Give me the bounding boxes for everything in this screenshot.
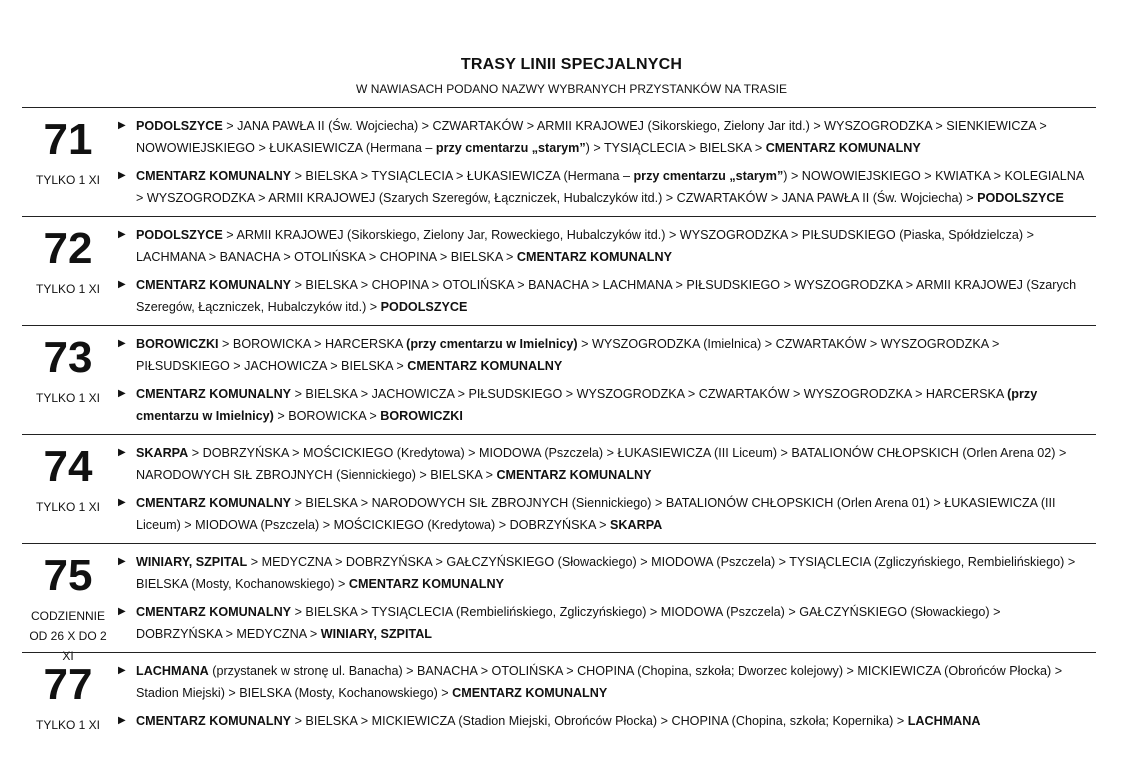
route-71 bbox=[22, 107, 1096, 216]
line-schedule-note bbox=[22, 170, 114, 190]
stop-highlight: CMENTARZ KOMUNALNY bbox=[765, 141, 921, 155]
stop-highlight: CMENTARZ KOMUNALNY bbox=[407, 359, 563, 373]
direction-arrow-icon: ▶ bbox=[118, 170, 126, 181]
stop-text: > BIELSKA > NARODOWYCH SIŁ ZBROJNYCH (Siennickiego) > BATALIONÓW CHŁOPSKICH (Orlen Arena 01) > ŁUKASIEWICZA (III Liceum) > MIODOWA (Pszczela) > MOŚCICKIEGO (Kredytowa) > DOBRZYŃSKA > bbox=[136, 496, 1056, 532]
direction-arrow-icon: ▶ bbox=[118, 447, 126, 458]
stop-text: ) > TYSIĄCLECIA > BIELSKA > bbox=[585, 141, 766, 155]
stop-text: > BIELSKA > TYSIĄCLECIA (Rembielińskiego, Zgliczyńskiego) > MIODOWA (Pszczela) > GAŁCZYŃSKIEGO (Słowackiego) > DOBRZYŃSKA > MEDYCZNA > bbox=[136, 605, 1001, 641]
stop-highlight: BOROWICZKI bbox=[380, 409, 463, 423]
stop-highlight: CMENTARZ KOMUNALNY bbox=[136, 278, 292, 292]
line-schedule-note bbox=[22, 279, 114, 299]
stop-highlight: PODOLSZYCE bbox=[136, 228, 223, 242]
stop-text: > BIELSKA > CHOPINA > OTOLIŃSKA > BANACHA > LACHMANA > PIŁSUDSKIEGO > WYSZOGRODZKA > ARMII KRAJOWEJ (Szarych Szeregów, Łączniczek, Hubalczyków itd.) > bbox=[136, 278, 1077, 314]
direction-arrow-icon: ▶ bbox=[118, 665, 126, 676]
route-direction-return bbox=[118, 601, 1088, 645]
route-direction-outbound bbox=[118, 551, 1088, 595]
route-stops bbox=[118, 710, 1088, 732]
direction-arrow-icon: ▶ bbox=[118, 606, 126, 617]
stop-highlight: LACHMANA bbox=[907, 714, 981, 728]
stop-highlight: WINIARY, SZPITAL bbox=[136, 555, 248, 569]
direction-arrow-icon: ▶ bbox=[118, 715, 126, 726]
direction-arrow-icon: ▶ bbox=[118, 229, 126, 240]
stop-text: > BOROWICKA > bbox=[273, 409, 381, 423]
route-stops bbox=[118, 165, 1088, 209]
line-schedule-note bbox=[22, 497, 114, 517]
line-number: 77 bbox=[43, 660, 93, 709]
route-stops bbox=[118, 224, 1088, 268]
route-74 bbox=[22, 434, 1096, 543]
stop-text: > ARMII KRAJOWEJ (Sikorskiego, Zielony Jar, Roweckiego, Hubalczyków itd.) > WYSZOGRODZKA > PIŁSUDSKIEGO (Piaska, Spółdzielcza) > LACHMANA > BANACHA > OTOLIŃSKA > CHOPINA > BIELSKA > bbox=[136, 228, 1034, 264]
route-stops bbox=[118, 274, 1088, 318]
line-schedule-note-line: TYLKO 1 XI bbox=[35, 391, 101, 405]
route-72 bbox=[22, 216, 1096, 325]
stop-text: > BOROWICKA > HARCERSKA bbox=[218, 337, 407, 351]
route-stops bbox=[118, 551, 1088, 595]
direction-arrow-icon: ▶ bbox=[118, 388, 126, 399]
stop-text: > MEDYCZNA > DOBRZYŃSKA > GAŁCZYŃSKIEGO (Słowackiego) > MIODOWA (Pszczela) > TYSIĄCLECIA (Zgliczyńskiego, Rembielińskiego) > BIELSKA (Mosty, Kochanowskiego) > bbox=[136, 555, 1076, 591]
line-schedule-note-line: OD 26 X DO 2 XI bbox=[29, 629, 107, 663]
route-direction-outbound bbox=[118, 224, 1088, 268]
stop-highlight: CMENTARZ KOMUNALNY bbox=[136, 169, 292, 183]
stop-highlight: SKARPA bbox=[610, 518, 663, 532]
line-schedule-note bbox=[22, 388, 114, 408]
direction-arrow-icon: ▶ bbox=[118, 556, 126, 567]
line-schedule-note bbox=[22, 715, 114, 735]
stop-highlight: WINIARY, SZPITAL bbox=[320, 627, 433, 641]
route-stops bbox=[118, 442, 1088, 486]
route-direction-outbound bbox=[118, 115, 1088, 159]
stop-highlight: (przy cmentarzu w Imielnicy) bbox=[406, 337, 578, 351]
stop-highlight: CMENTARZ KOMUNALNY bbox=[452, 686, 608, 700]
stop-highlight: CMENTARZ KOMUNALNY bbox=[348, 577, 504, 591]
stop-highlight: przy cmentarzu „starym” bbox=[435, 141, 586, 155]
stop-highlight: SKARPA bbox=[136, 446, 189, 460]
stop-text: ) > NOWOWIEJSKIEGO > KWIATKA > KOLEGIALNA > WYSZOGRODZKA > ARMII KRAJOWEJ (Szarych Szeregów, Łączniczek, Hubalczyków itd.) > CZWARTAKÓW > JANA PAWŁA II (Św. Wojciecha) > bbox=[136, 169, 1084, 205]
stop-text: (przystanek w stronę ul. Banacha) > BANACHA > OTOLIŃSKA > CHOPINA (Chopina, szkoła; Dworzec kolejowy) > MICKIEWICZA (Obrońców Płocka) > Stadion Miejski) > BIELSKA (Mosty, Kochanowskiego) > bbox=[136, 664, 1063, 700]
line-number: 75 bbox=[43, 551, 93, 600]
stop-highlight: PODOLSZYCE bbox=[977, 191, 1064, 205]
route-direction-return bbox=[118, 383, 1088, 427]
line-number: 71 bbox=[43, 115, 93, 164]
route-direction-return bbox=[118, 274, 1088, 318]
route-stops bbox=[118, 333, 1088, 377]
stop-highlight: CMENTARZ KOMUNALNY bbox=[496, 468, 652, 482]
stop-highlight: PODOLSZYCE bbox=[380, 300, 468, 314]
route-stops bbox=[118, 601, 1088, 645]
direction-arrow-icon: ▶ bbox=[118, 279, 126, 290]
route-direction-outbound bbox=[118, 442, 1088, 486]
direction-arrow-icon: ▶ bbox=[118, 338, 126, 349]
stop-text: > BIELSKA > TYSIĄCLECIA > ŁUKASIEWICZA (Hermana – bbox=[291, 169, 634, 183]
line-number: 72 bbox=[43, 224, 93, 273]
stop-highlight: CMENTARZ KOMUNALNY bbox=[516, 250, 672, 264]
route-73 bbox=[22, 325, 1096, 434]
stop-highlight: (przy cmentarzu w Imielnicy) bbox=[136, 387, 1038, 423]
stop-highlight: CMENTARZ KOMUNALNY bbox=[136, 714, 292, 728]
line-schedule-note-line: TYLKO 1 XI bbox=[35, 718, 101, 732]
line-number: 74 bbox=[43, 442, 93, 491]
stop-highlight: CMENTARZ KOMUNALNY bbox=[136, 387, 292, 401]
route-direction-return bbox=[118, 165, 1088, 209]
stop-text: > BIELSKA > MICKIEWICZA (Stadion Miejski, Obrońców Płocka) > CHOPINA (Chopina, szkoła; Kopernika) > bbox=[291, 714, 908, 728]
page-title: TRASY LINII SPECJALNYCH bbox=[460, 56, 683, 73]
page-subtitle: W NAWIASACH PODANO NAZWY WYBRANYCH PRZYSTANKÓW NA TRASIE bbox=[356, 82, 787, 96]
stop-text: > BIELSKA > JACHOWICZA > PIŁSUDSKIEGO > WYSZOGRODZKA > CZWARTAKÓW > WYSZOGRODZKA > HARCERSKA bbox=[291, 387, 1008, 401]
stop-highlight: CMENTARZ KOMUNALNY bbox=[136, 605, 292, 619]
stop-highlight: BOROWICZKI bbox=[136, 337, 219, 351]
stop-highlight: PODOLSZYCE bbox=[136, 119, 223, 133]
line-number: 73 bbox=[43, 333, 93, 382]
line-schedule-note-line: CODZIENNIE bbox=[30, 609, 105, 623]
route-77 bbox=[22, 652, 1096, 761]
stop-highlight: LACHMANA bbox=[136, 664, 209, 678]
direction-arrow-icon: ▶ bbox=[118, 120, 126, 131]
stop-text: > WYSZOGRODZKA (Imielnica) > CZWARTAKÓW > WYSZOGRODZKA > PIŁSUDSKIEGO > JACHOWICZA > BIELSKA > bbox=[136, 337, 1000, 373]
line-schedule-note-line: TYLKO 1 XI bbox=[35, 282, 101, 296]
stop-text: > DOBRZYŃSKA > MOŚCICKIEGO (Kredytowa) > MIODOWA (Pszczela) > ŁUKASIEWICZA (III Liceum) > BATALIONÓW CHŁOPSKICH (Orlen Arena 02) > NARODOWYCH SIŁ ZBROJNYCH (Siennickiego) > BIELSKA > bbox=[136, 446, 1067, 482]
line-schedule-note-line: TYLKO 1 XI bbox=[35, 500, 101, 514]
route-stops bbox=[118, 492, 1088, 536]
stop-text: > JANA PAWŁA II (Św. Wojciecha) > CZWARTAKÓW > ARMII KRAJOWEJ (Sikorskiego, Zielony Jar itd.) > WYSZOGRODZKA > SIENKIEWICZA > NOWOWIEJSKIEGO > ŁUKASIEWICZA (Hermana – bbox=[136, 119, 1047, 155]
route-direction-return bbox=[118, 710, 1088, 732]
route-direction-outbound bbox=[118, 660, 1088, 704]
stop-highlight: przy cmentarzu „starym” bbox=[633, 169, 784, 183]
stop-highlight: CMENTARZ KOMUNALNY bbox=[136, 496, 292, 510]
route-stops bbox=[118, 115, 1088, 159]
route-stops bbox=[118, 383, 1088, 427]
route-75 bbox=[22, 543, 1096, 663]
line-schedule-note-line: TYLKO 1 XI bbox=[35, 173, 101, 187]
route-stops bbox=[118, 660, 1088, 704]
route-direction-outbound bbox=[118, 333, 1088, 377]
direction-arrow-icon: ▶ bbox=[118, 497, 126, 508]
routes-list bbox=[22, 107, 1096, 761]
route-direction-return bbox=[118, 492, 1088, 536]
